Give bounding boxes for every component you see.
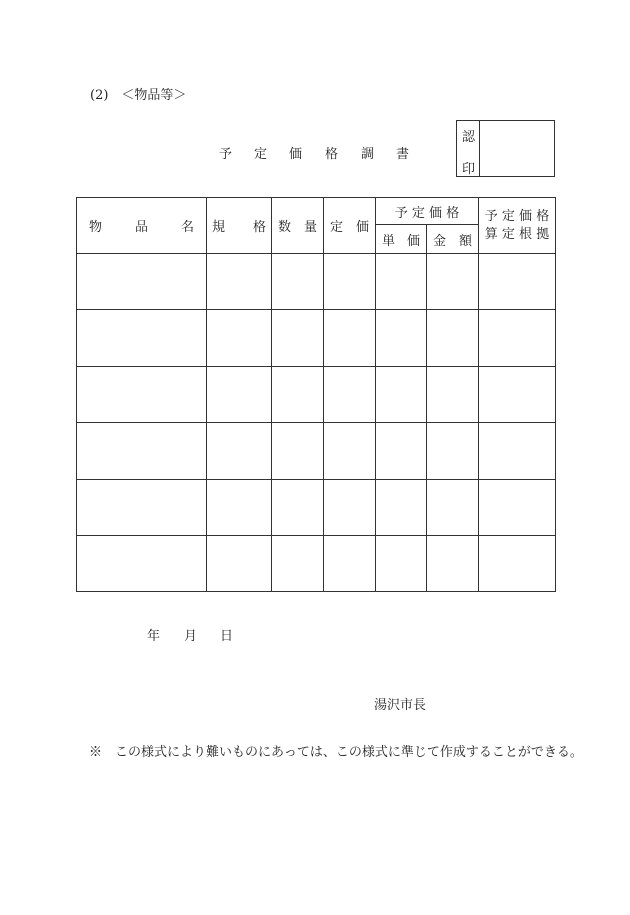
- price-table: [76, 197, 556, 592]
- table-row[interactable]: [77, 254, 555, 309]
- header-quantity: 数 量: [278, 220, 317, 235]
- date-day: 日: [220, 629, 234, 644]
- title-char: 予: [219, 147, 233, 162]
- approval-seal-area[interactable]: [479, 121, 554, 176]
- table-row[interactable]: [77, 367, 555, 422]
- issuer: 湯沢市長: [374, 698, 427, 713]
- title-char: 調: [361, 147, 375, 162]
- date-year: 年: [147, 629, 161, 644]
- approval-seal-box: [456, 120, 555, 177]
- approval-label-bottom: 印: [462, 162, 476, 177]
- approval-label-column: [457, 121, 480, 176]
- header-unit-price: 単 価: [382, 233, 420, 249]
- table-row[interactable]: [77, 480, 555, 535]
- section-heading: (2) ＜物品等＞: [90, 88, 187, 103]
- header-spec: 規 格: [212, 220, 266, 235]
- title-char: 定: [254, 147, 268, 162]
- approval-label-top: 認: [462, 130, 476, 145]
- header-item-name: 物 品 名: [89, 220, 194, 235]
- title-char: 格: [325, 147, 339, 162]
- header-amount: 金 額: [433, 233, 472, 249]
- title-char: 価: [289, 147, 303, 162]
- title-char: 書: [396, 147, 410, 162]
- table-row[interactable]: [77, 423, 555, 479]
- table-row[interactable]: [77, 536, 555, 591]
- header-calculation-basis: 予 定 価 格 算 定 根 拠: [484, 208, 550, 242]
- footnote: ※ この様式により難いものにあっては、この様式に準じて作成することができる。: [89, 745, 583, 760]
- header-list-price: 定 価: [330, 220, 369, 235]
- date-month: 月: [184, 629, 198, 644]
- table-row[interactable]: [77, 310, 555, 366]
- header-planned-price: 予 定 価 格: [394, 205, 460, 221]
